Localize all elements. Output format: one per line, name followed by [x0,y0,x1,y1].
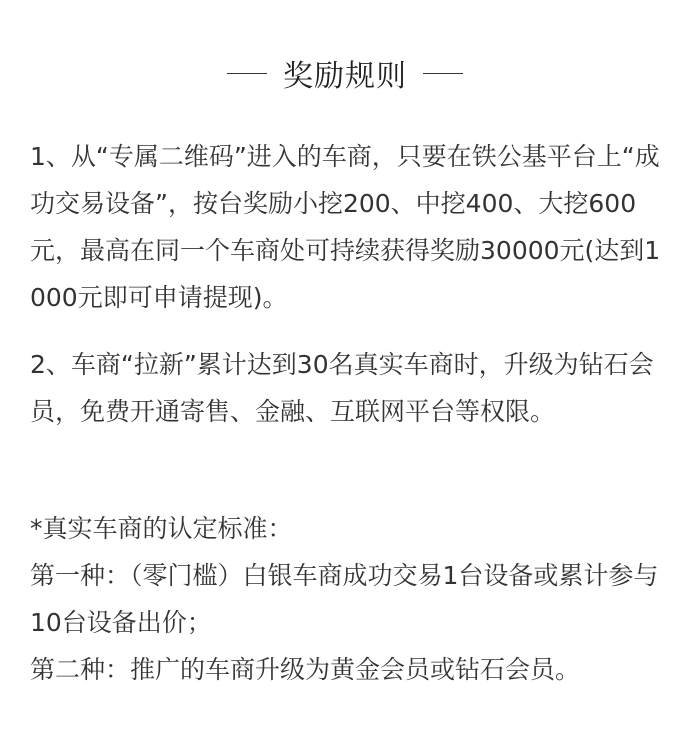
standard-section [30,505,662,693]
rule-paragraph-1: 1、从“专属二维码”进入的车商，只要在铁公基平台上“成功交易设备”，按台奖励小挖200、中挖400、大挖600元，最高在同一个车商处可持续获得奖励30000元(达到1000元即可申请提现)。 [30,142,661,312]
page-title: 奖励规则 [283,59,407,94]
title-left-dash [227,73,267,74]
standard-item-2: 第二种：推广的车商升级为黄金会员或钻石会员。 [30,655,581,684]
rule-paragraph-2: 2、车商“拉新”累计达到30名真实车商时，升级为钻石会员，免费开通寄售、金融、互联网平台等权限。 [30,350,654,426]
standard-heading: *真实车商的认定标准： [30,514,293,543]
title-row [0,48,690,98]
title-right-dash [423,73,463,74]
standard-item-1: 第一种：（零门槛）白银车商成功交易1台设备或累计参与10台设备出价； [30,561,659,637]
